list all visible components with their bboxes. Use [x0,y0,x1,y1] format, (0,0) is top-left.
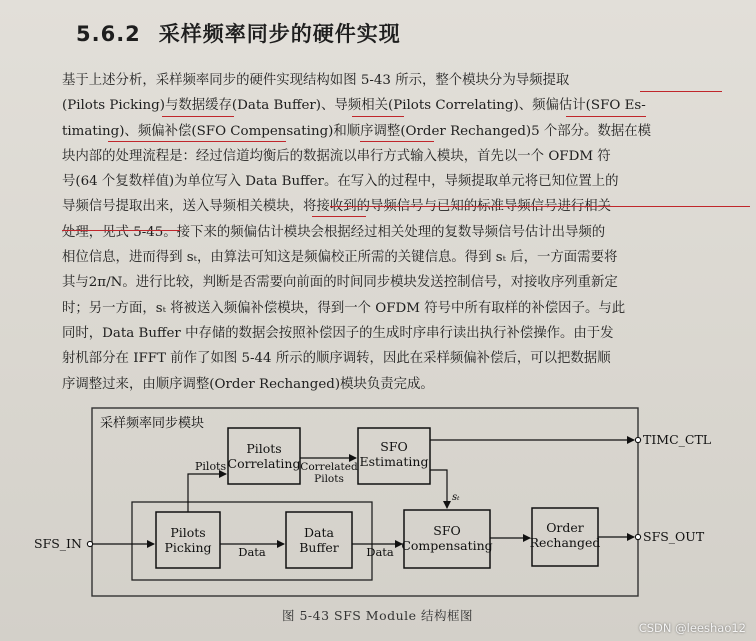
sfs-out-label: SFS_OUT [643,529,705,544]
red-underline [312,216,366,217]
paragraph-line: 其与2π/N。进行比较，判断是否需要向前面的时间同步模块发送控制信号，对接收序列重新定 [62,275,618,291]
sfs-block-diagram [0,395,756,600]
red-underline [330,206,750,207]
paragraph-line: timating)、频偏补偿(SFO Compensating)和顺序调整(Order Rechanged)5 个部分。数据在模 [62,123,652,139]
correlated-label-1: Correlated [300,461,358,473]
section-number: 5.6.2 [76,22,141,46]
pilots-correlating-label-2: Correlating [227,456,301,471]
red-underline [162,116,234,117]
pilots-signal-label: Pilots [195,460,227,473]
paragraph-line: 同时，Data Buffer 中存储的数据会按照补偿因子的生成时序串行读出执行补偿操作。由于发 [62,325,614,341]
pilots-picking-label-2: Picking [164,540,212,555]
order-rechanged-label-2: Rechanged [529,535,601,550]
data-signal-label-1: Data [238,545,266,559]
sfo-compensating-label-2: Compensating [401,538,493,553]
red-underline [352,116,404,117]
sfs-in-label: SFS_IN [34,536,82,551]
sfo-estimating-label-2: Estimating [359,454,429,469]
paragraph [62,68,722,397]
pilots-picking-label-1: Pilots [170,525,206,540]
section-title: 采样频率同步的硬件实现 [158,22,401,46]
data-buffer-label-1: Data [304,525,334,540]
paragraph-line: 导频信号提取出来，送入导频相关模块，将接收到的导频信号与已知的标准导频信号进行相关 [62,199,612,215]
pilots-correlating-label-1: Pilots [246,441,282,456]
timc-ctl-label: TIMC_CTL [643,432,712,447]
paragraph-line: 号(64 个复数样值)为单位写入 Data Buffer。在写入的过程中，导频提取单元将已知位置上的 [62,174,619,190]
timc-ctl-port [635,437,640,442]
paragraph-line: 序调整过来，由顺序调整(Order Rechanged)模块负责完成。 [62,376,434,392]
order-rechanged-label-1: Order [546,520,584,535]
paragraph-line: 相位信息，进而得到 sₜ，由算法可知这是频偏校正所需的关键信息。得到 sₜ 后，一方面需要将 [62,250,618,266]
correlated-label-2: Pilots [314,473,344,485]
section-heading [76,18,401,48]
sfo-estimating-label-1: SFO [380,439,408,454]
red-underline [640,91,722,92]
sfs-in-port [87,541,92,546]
st-signal-label: sₜ [452,492,460,503]
red-underline [62,230,180,231]
paragraph-line: 时；另一方面，sₜ 将被送入频偏补偿模块，得到一个 OFDM 符号中所有取样的补偿因子。与此 [62,300,626,316]
paragraph-line: 块内部的处理流程是：经过信道均衡后的数据流以串行方式输入模块，首先以一个 OFDM 符 [62,148,611,164]
pilots-wire [188,474,226,512]
data-signal-label-2: Data [366,545,394,559]
red-underline [108,141,286,142]
sfo-compensating-label-1: SFO [433,523,461,538]
module-title: 采样频率同步模块 [100,416,205,431]
figure-caption: 图 5-43 SFS Module 结构框图 [282,608,474,623]
red-underline [566,116,646,117]
st-wire [430,470,447,508]
red-underline [360,141,434,142]
paragraph-line: 射机部分在 IFFT 前作了如图 5-44 所示的顺序调转，因此在采样频偏补偿后，可以把数据顺 [62,351,611,367]
watermark: CSDN @leeshao12 [638,621,746,635]
paragraph-line: (Pilots Picking)与数据缓存(Data Buffer)、导频相关(Pilots Correlating)、频偏估计(SFO Es- [62,98,646,114]
data-buffer-label-2: Buffer [299,540,339,555]
sfs-out-port [635,534,640,539]
paragraph-line: 基于上述分析，采样频率同步的硬件实现结构如图 5-43 所示，整个模块分为导频提取 [62,73,570,88]
paragraph-line: 处理，见式 5-45。接下来的频偏估计模块会根据经过相关处理的复数导频信号估计出导频的 [62,224,606,240]
